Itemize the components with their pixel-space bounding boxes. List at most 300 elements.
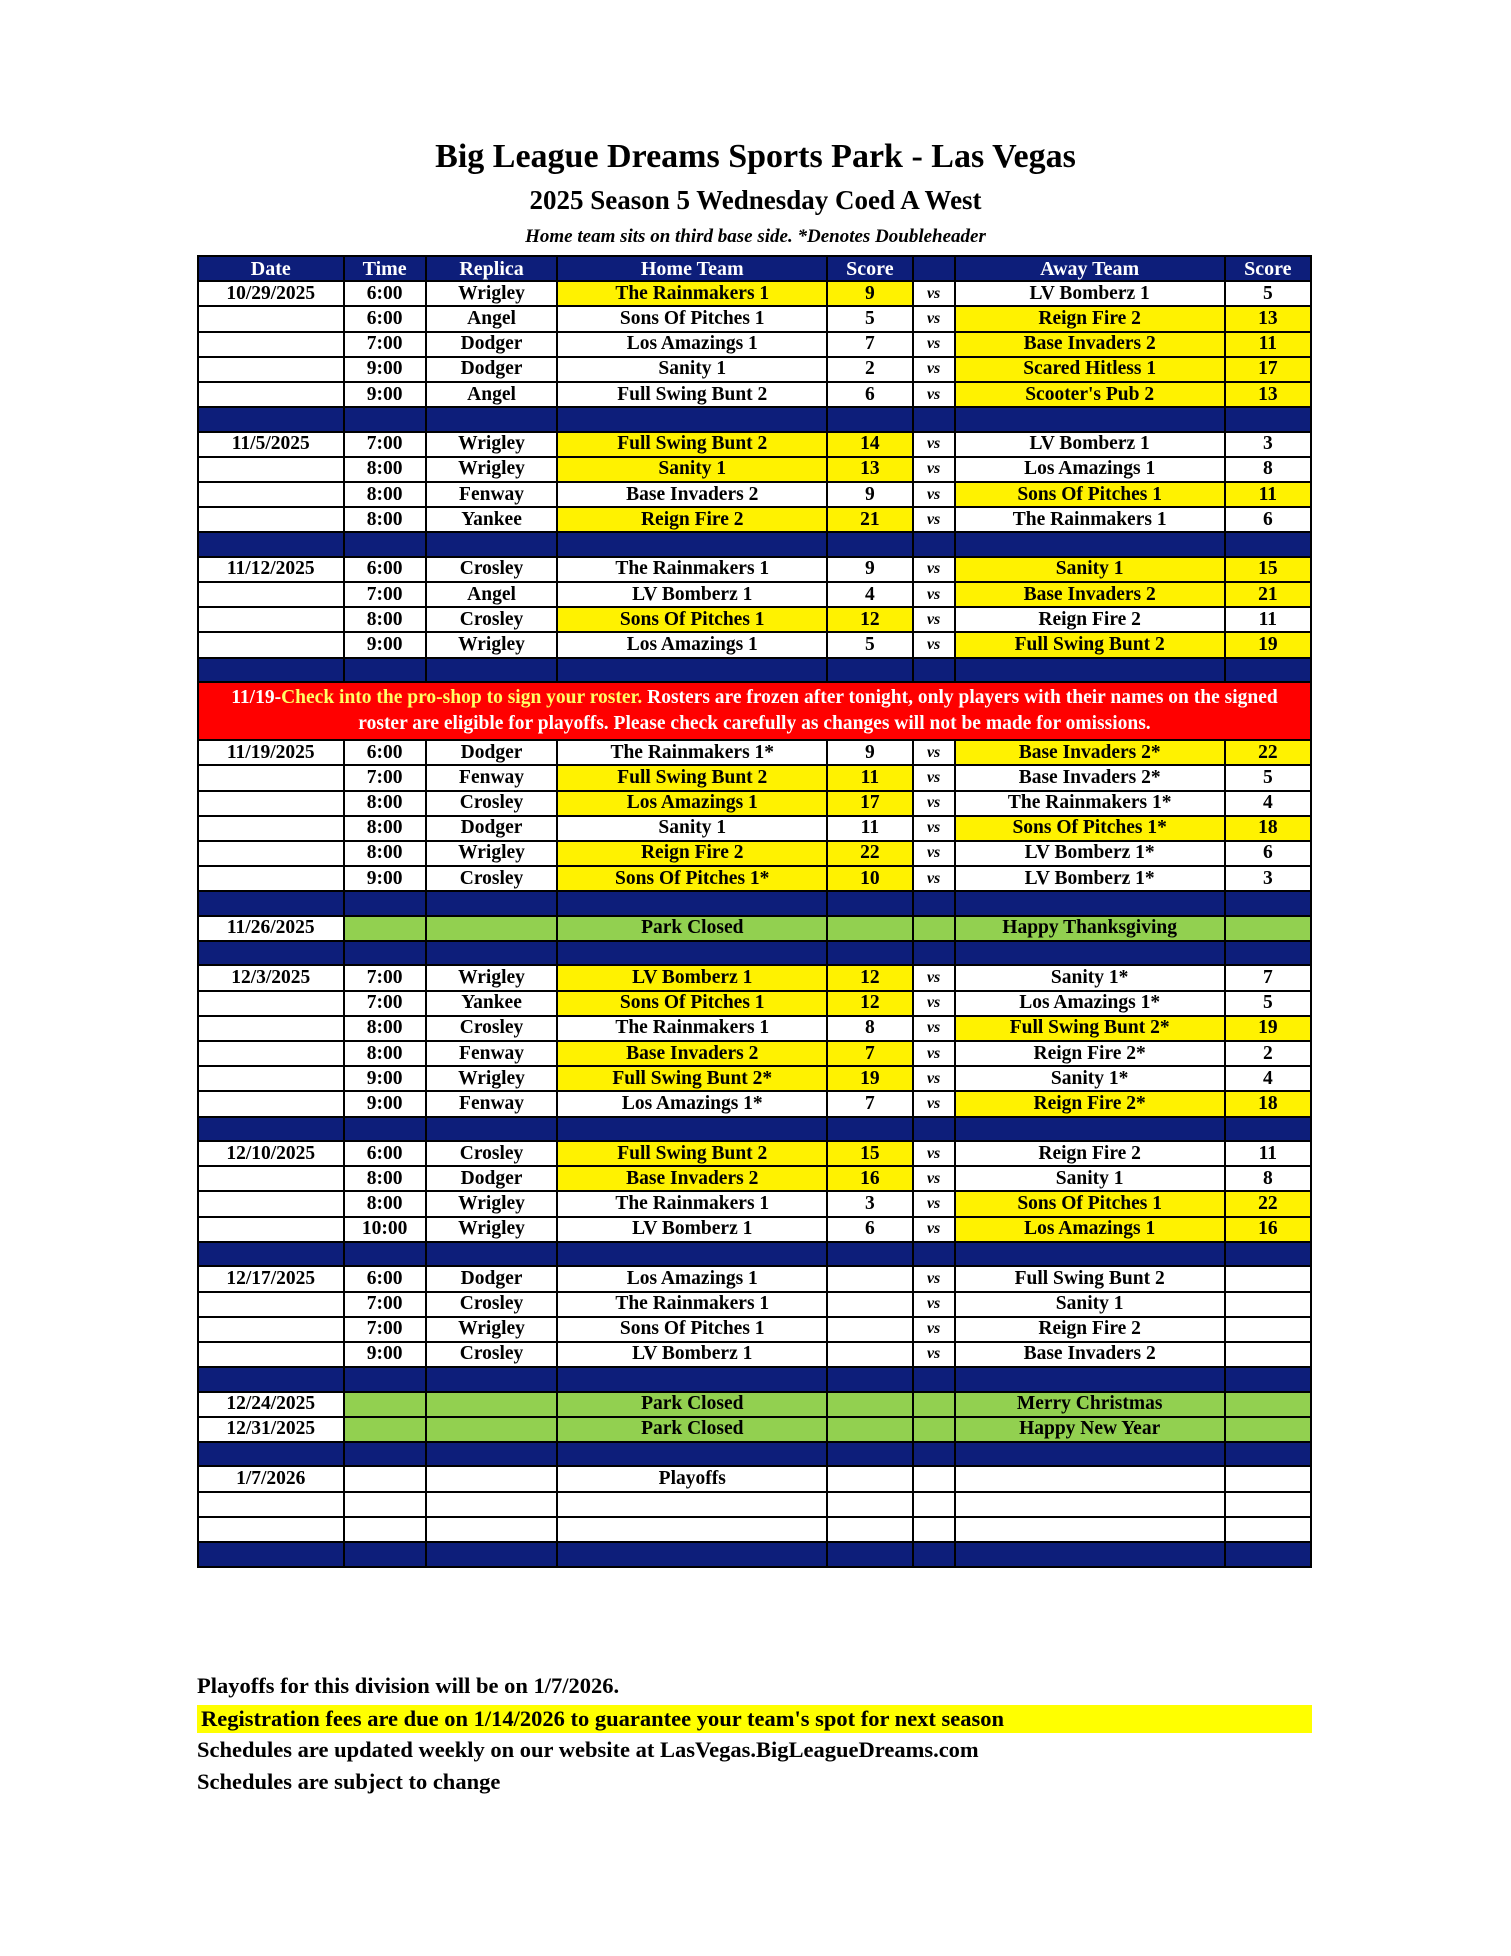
game-row — [198, 607, 1311, 632]
away-team: Full Swing Bunt 2* — [955, 1016, 1225, 1041]
time-cell: 8:00 — [344, 457, 426, 482]
date-cell — [198, 765, 344, 790]
empty-cell — [198, 1367, 344, 1392]
game-row — [198, 1041, 1311, 1066]
home-team: LV Bomberz 1 — [557, 965, 827, 990]
home-score: 11 — [827, 765, 912, 790]
empty-cell — [827, 941, 912, 966]
replica-field: Dodger — [426, 1266, 557, 1291]
empty-cell — [198, 1517, 344, 1542]
vs-label: vs — [913, 607, 955, 632]
empty-cell — [913, 1242, 955, 1267]
home-team: Sanity 1 — [557, 457, 827, 482]
vs-label: vs — [913, 281, 955, 306]
replica-field: Wrigley — [426, 965, 557, 990]
empty-cell — [1225, 407, 1311, 432]
away-team: Reign Fire 2* — [955, 1091, 1225, 1116]
away-score: 6 — [1225, 841, 1311, 866]
game-row — [198, 281, 1311, 306]
vs-label: vs — [913, 1066, 955, 1091]
away-score: 4 — [1225, 1066, 1311, 1091]
home-score: 21 — [827, 507, 912, 532]
page-subtitle: 2025 Season 5 Wednesday Coed A West — [529, 185, 982, 215]
time-cell: 8:00 — [344, 1041, 426, 1066]
home-score: 14 — [827, 432, 912, 457]
empty-cell — [426, 407, 557, 432]
empty-cell — [913, 1117, 955, 1142]
date-cell: 11/5/2025 — [198, 432, 344, 457]
replica-field: Fenway — [426, 765, 557, 790]
replica-field: Crosley — [426, 791, 557, 816]
week-separator-row — [198, 1242, 1311, 1267]
time-cell: 6:00 — [344, 740, 426, 765]
empty-cell — [1225, 1466, 1311, 1491]
game-row — [198, 1317, 1311, 1342]
date-cell — [198, 507, 344, 532]
park-closed-row — [198, 1417, 1311, 1442]
empty-cell — [1225, 1442, 1311, 1467]
away-team: Base Invaders 2 — [955, 582, 1225, 607]
away-score: 15 — [1225, 557, 1311, 582]
home-team: LV Bomberz 1 — [557, 1342, 827, 1367]
empty-cell — [1225, 658, 1311, 683]
week-separator-row — [198, 1117, 1311, 1142]
playoffs-label: Playoffs — [557, 1466, 827, 1491]
replica-field: Wrigley — [426, 1191, 557, 1216]
replica-field: Yankee — [426, 991, 557, 1016]
away-score: 8 — [1225, 457, 1311, 482]
replica-field: Wrigley — [426, 841, 557, 866]
replica-field: Fenway — [426, 1041, 557, 1066]
home-team: Full Swing Bunt 2 — [557, 432, 827, 457]
empty-cell — [198, 941, 344, 966]
empty-cell — [198, 532, 344, 557]
empty-cell — [1225, 1367, 1311, 1392]
replica-field: Wrigley — [426, 632, 557, 657]
empty-cell — [557, 658, 827, 683]
week-separator-row — [198, 891, 1311, 916]
replica-field: Angel — [426, 306, 557, 331]
away-score: 5 — [1225, 281, 1311, 306]
date-cell — [198, 1317, 344, 1342]
empty-cell — [557, 1117, 827, 1142]
empty-cell — [426, 941, 557, 966]
game-row — [198, 740, 1311, 765]
home-team: Sons Of Pitches 1 — [557, 607, 827, 632]
game-row — [198, 432, 1311, 457]
replica-field: Crosley — [426, 1016, 557, 1041]
home-score-cell — [827, 916, 912, 941]
empty-cell — [557, 941, 827, 966]
vs-label: vs — [913, 1041, 955, 1066]
empty-cell — [198, 1492, 344, 1517]
game-row — [198, 1342, 1311, 1367]
header-col-away-team: Away Team — [955, 256, 1225, 281]
replica-field: Angel — [426, 582, 557, 607]
empty-cell — [557, 532, 827, 557]
away-score: 11 — [1225, 332, 1311, 357]
home-score: 12 — [827, 965, 912, 990]
game-row — [198, 1292, 1311, 1317]
time-cell: 8:00 — [344, 791, 426, 816]
home-team: Full Swing Bunt 2* — [557, 1066, 827, 1091]
away-score: 19 — [1225, 632, 1311, 657]
vs-label: vs — [913, 432, 955, 457]
replica-field: Crosley — [426, 866, 557, 891]
notice-text: Rosters are frozen after tonight, only players with their names on the signed roster are eligible for playoffs. Please check carefully as changes will not be made for omissions. — [358, 687, 1278, 735]
empty-cell — [955, 1242, 1225, 1267]
away-team: Reign Fire 2 — [955, 1317, 1225, 1342]
away-team: Scared Hitless 1 — [955, 357, 1225, 382]
footer-disclaimer: Schedules are subject to change — [197, 1769, 501, 1794]
replica-field: Fenway — [426, 1091, 557, 1116]
home-score: 17 — [827, 791, 912, 816]
home-team: LV Bomberz 1 — [557, 582, 827, 607]
game-row — [198, 382, 1311, 407]
empty-cell — [557, 1492, 827, 1517]
table-header-row — [198, 256, 1311, 281]
vs-label: vs — [913, 1342, 955, 1367]
date-cell: 12/10/2025 — [198, 1141, 344, 1166]
empty-cell — [557, 1442, 827, 1467]
date-cell — [198, 1342, 344, 1367]
vs-label: vs — [913, 1317, 955, 1342]
empty-cell — [426, 1367, 557, 1392]
time-cell: 9:00 — [344, 1342, 426, 1367]
home-score: 9 — [827, 557, 912, 582]
replica-field: Wrigley — [426, 1066, 557, 1091]
week-separator-row — [198, 532, 1311, 557]
empty-cell — [955, 891, 1225, 916]
empty-cell — [913, 532, 955, 557]
away-team: Sanity 1* — [955, 965, 1225, 990]
home-score: 9 — [827, 482, 912, 507]
header-col-date: Date — [198, 256, 344, 281]
vs-label: vs — [913, 632, 955, 657]
empty-cell — [344, 407, 426, 432]
home-score: 13 — [827, 457, 912, 482]
away-score: 5 — [1225, 991, 1311, 1016]
game-row — [198, 965, 1311, 990]
empty-cell — [913, 1466, 955, 1491]
time-cell: 9:00 — [344, 866, 426, 891]
vs-label: vs — [913, 1217, 955, 1242]
home-score: 7 — [827, 1091, 912, 1116]
away-score: 6 — [1225, 507, 1311, 532]
time-cell: 7:00 — [344, 991, 426, 1016]
header-col-replica: Replica — [426, 256, 557, 281]
vs-label: vs — [913, 740, 955, 765]
empty-cell — [827, 1466, 912, 1491]
replica-cell — [426, 916, 557, 941]
time-cell: 8:00 — [344, 816, 426, 841]
home-score: 5 — [827, 632, 912, 657]
home-score: 7 — [827, 1041, 912, 1066]
date-cell — [198, 1091, 344, 1116]
time-cell: 8:00 — [344, 841, 426, 866]
empty-cell — [198, 1542, 344, 1567]
time-cell: 7:00 — [344, 1317, 426, 1342]
game-row — [198, 632, 1311, 657]
empty-cell — [426, 1442, 557, 1467]
home-score: 9 — [827, 281, 912, 306]
date-cell — [198, 1292, 344, 1317]
replica-field: Dodger — [426, 357, 557, 382]
away-score: 3 — [1225, 432, 1311, 457]
vs-label: vs — [913, 582, 955, 607]
home-team: LV Bomberz 1 — [557, 1217, 827, 1242]
replica-field: Crosley — [426, 1292, 557, 1317]
empty-cell — [557, 891, 827, 916]
home-team: Sons Of Pitches 1 — [557, 306, 827, 331]
date-cell — [198, 632, 344, 657]
away-team: Los Amazings 1 — [955, 457, 1225, 482]
time-cell: 9:00 — [344, 357, 426, 382]
empty-cell — [344, 658, 426, 683]
park-closed-row — [198, 1392, 1311, 1417]
home-score — [827, 1317, 912, 1342]
holiday-label: Merry Christmas — [955, 1392, 1225, 1417]
date-cell — [198, 816, 344, 841]
away-team: Base Invaders 2* — [955, 740, 1225, 765]
vs-label: vs — [913, 991, 955, 1016]
time-cell: 9:00 — [344, 632, 426, 657]
vs-label: vs — [913, 1141, 955, 1166]
replica-field: Wrigley — [426, 281, 557, 306]
away-team: Sanity 1* — [955, 1066, 1225, 1091]
home-team: Sanity 1 — [557, 357, 827, 382]
closed-label: Park Closed — [557, 1417, 827, 1442]
time-cell: 7:00 — [344, 432, 426, 457]
empty-cell — [913, 1367, 955, 1392]
time-cell — [344, 1417, 426, 1442]
date-cell — [198, 332, 344, 357]
game-row — [198, 991, 1311, 1016]
empty-cell — [955, 1466, 1225, 1491]
vs-label: vs — [913, 1191, 955, 1216]
empty-cell — [955, 532, 1225, 557]
date-cell — [198, 382, 344, 407]
roster-notice — [198, 682, 1311, 740]
home-team: Base Invaders 2 — [557, 482, 827, 507]
date-cell — [198, 791, 344, 816]
away-team: Sanity 1 — [955, 557, 1225, 582]
home-team: Full Swing Bunt 2 — [557, 765, 827, 790]
empty-cell — [557, 1242, 827, 1267]
away-score: 4 — [1225, 791, 1311, 816]
empty-cell — [827, 1367, 912, 1392]
header-col-time: Time — [344, 256, 426, 281]
away-score: 8 — [1225, 1166, 1311, 1191]
replica-field: Angel — [426, 382, 557, 407]
vs-label: vs — [913, 332, 955, 357]
away-score-cell — [1225, 916, 1311, 941]
game-row — [198, 332, 1311, 357]
empty-cell — [955, 658, 1225, 683]
replica-field: Dodger — [426, 816, 557, 841]
date-cell: 12/3/2025 — [198, 965, 344, 990]
empty-cell — [1225, 1492, 1311, 1517]
empty-cell — [1225, 1242, 1311, 1267]
empty-cell — [344, 1542, 426, 1567]
empty-cell — [198, 407, 344, 432]
game-row — [198, 816, 1311, 841]
vs-label: vs — [913, 557, 955, 582]
home-team: Full Swing Bunt 2 — [557, 382, 827, 407]
header-col-home-team: Home Team — [557, 256, 827, 281]
home-team: Sons Of Pitches 1 — [557, 1317, 827, 1342]
home-team: The Rainmakers 1 — [557, 1016, 827, 1041]
empty-cell — [344, 532, 426, 557]
home-team: Full Swing Bunt 2 — [557, 1141, 827, 1166]
away-team: Base Invaders 2* — [955, 765, 1225, 790]
empty-cell — [827, 1242, 912, 1267]
week-separator-row — [198, 407, 1311, 432]
vs-label: vs — [913, 507, 955, 532]
home-score: 15 — [827, 1141, 912, 1166]
empty-cell — [1225, 941, 1311, 966]
header-col-vs — [913, 256, 955, 281]
empty-cell — [344, 1117, 426, 1142]
away-score: 22 — [1225, 1191, 1311, 1216]
home-team: Los Amazings 1 — [557, 332, 827, 357]
replica-field: Crosley — [426, 557, 557, 582]
away-team: Full Swing Bunt 2 — [955, 632, 1225, 657]
date-cell — [198, 582, 344, 607]
home-team: Los Amazings 1 — [557, 1266, 827, 1291]
home-score — [827, 1266, 912, 1291]
home-score: 3 — [827, 1191, 912, 1216]
vs-label: vs — [913, 1166, 955, 1191]
home-team: The Rainmakers 1 — [557, 1292, 827, 1317]
away-score-cell — [1225, 1392, 1311, 1417]
empty-cell — [827, 1117, 912, 1142]
time-cell: 7:00 — [344, 965, 426, 990]
empty-row — [198, 1492, 1311, 1517]
game-row — [198, 1217, 1311, 1242]
home-score: 11 — [827, 816, 912, 841]
empty-cell — [955, 407, 1225, 432]
empty-cell — [955, 1492, 1225, 1517]
game-row — [198, 1191, 1311, 1216]
time-cell: 7:00 — [344, 1292, 426, 1317]
game-row — [198, 1016, 1311, 1041]
home-team: Reign Fire 2 — [557, 841, 827, 866]
vs-label: vs — [913, 791, 955, 816]
away-score: 5 — [1225, 765, 1311, 790]
empty-cell — [557, 1542, 827, 1567]
vs-label: vs — [913, 1016, 955, 1041]
empty-cell — [913, 1442, 955, 1467]
empty-cell — [913, 407, 955, 432]
away-score: 11 — [1225, 607, 1311, 632]
away-score: 3 — [1225, 866, 1311, 891]
empty-cell — [426, 891, 557, 916]
home-score: 16 — [827, 1166, 912, 1191]
empty-cell — [426, 1542, 557, 1567]
home-score: 2 — [827, 357, 912, 382]
game-row — [198, 791, 1311, 816]
game-row — [198, 1266, 1311, 1291]
vs-label: vs — [913, 482, 955, 507]
time-cell: 6:00 — [344, 281, 426, 306]
game-row — [198, 1166, 1311, 1191]
away-team: Sanity 1 — [955, 1166, 1225, 1191]
vs-cell — [913, 1392, 955, 1417]
vs-label: vs — [913, 357, 955, 382]
time-cell: 6:00 — [344, 306, 426, 331]
away-team: LV Bomberz 1* — [955, 841, 1225, 866]
vs-label: vs — [913, 765, 955, 790]
date-cell: 10/29/2025 — [198, 281, 344, 306]
date-cell — [198, 1066, 344, 1091]
away-score: 13 — [1225, 382, 1311, 407]
replica-field: Wrigley — [426, 432, 557, 457]
game-row — [198, 1141, 1311, 1166]
away-score: 11 — [1225, 482, 1311, 507]
replica-field: Fenway — [426, 482, 557, 507]
empty-cell — [344, 1492, 426, 1517]
away-team: Los Amazings 1 — [955, 1217, 1225, 1242]
home-score: 7 — [827, 332, 912, 357]
home-team: Los Amazings 1* — [557, 1091, 827, 1116]
home-score: 12 — [827, 991, 912, 1016]
away-score: 17 — [1225, 357, 1311, 382]
home-score: 6 — [827, 382, 912, 407]
notice-highlight: Check into the pro-shop to sign your roster. — [281, 687, 643, 709]
game-row — [198, 1091, 1311, 1116]
time-cell — [344, 916, 426, 941]
home-team: Base Invaders 2 — [557, 1041, 827, 1066]
time-cell — [344, 1466, 426, 1491]
empty-cell — [1225, 1117, 1311, 1142]
empty-cell — [344, 1517, 426, 1542]
home-score: 10 — [827, 866, 912, 891]
away-team: Sanity 1 — [955, 1292, 1225, 1317]
replica-field: Dodger — [426, 332, 557, 357]
home-score: 6 — [827, 1217, 912, 1242]
away-team: The Rainmakers 1 — [955, 507, 1225, 532]
away-team: Reign Fire 2 — [955, 1141, 1225, 1166]
empty-cell — [827, 891, 912, 916]
home-score: 9 — [827, 740, 912, 765]
empty-cell — [344, 1442, 426, 1467]
closed-label: Park Closed — [557, 1392, 827, 1417]
home-team: Los Amazings 1 — [557, 791, 827, 816]
empty-cell — [344, 941, 426, 966]
replica-field: Dodger — [426, 1166, 557, 1191]
away-team: LV Bomberz 1 — [955, 432, 1225, 457]
vs-label: vs — [913, 866, 955, 891]
time-cell: 7:00 — [344, 332, 426, 357]
time-cell: 9:00 — [344, 1066, 426, 1091]
away-score-cell — [1225, 1417, 1311, 1442]
empty-cell — [827, 1517, 912, 1542]
replica-field: Wrigley — [426, 457, 557, 482]
empty-cell — [827, 407, 912, 432]
empty-cell — [827, 1442, 912, 1467]
date-cell — [198, 1016, 344, 1041]
empty-cell — [557, 407, 827, 432]
vs-cell — [913, 916, 955, 941]
game-row — [198, 482, 1311, 507]
time-cell: 9:00 — [344, 1091, 426, 1116]
away-score: 19 — [1225, 1016, 1311, 1041]
date-cell: 11/12/2025 — [198, 557, 344, 582]
vs-label: vs — [913, 457, 955, 482]
home-team: Sons Of Pitches 1 — [557, 991, 827, 1016]
date-cell: 12/31/2025 — [198, 1417, 344, 1442]
